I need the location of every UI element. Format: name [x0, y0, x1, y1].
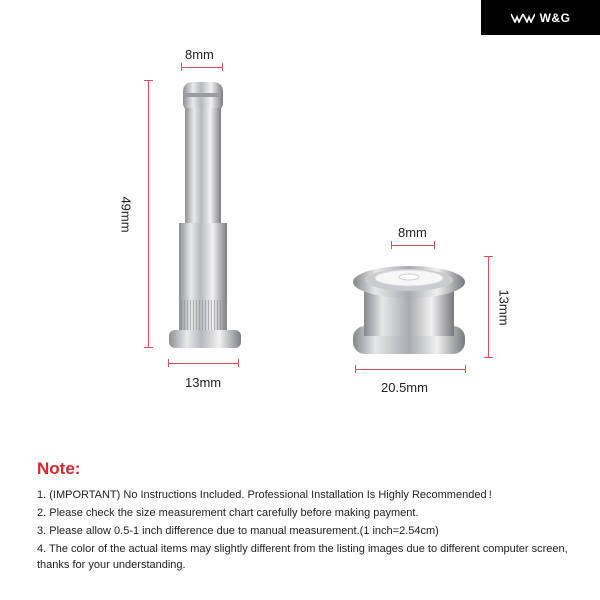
ring-inner-width-label: 8mm	[398, 225, 427, 240]
note-item-4: 4. The color of the actual items may slightly different from the listing images due to different computer screen, thanks for your understanding.	[37, 543, 568, 571]
pin-height-tick-top	[144, 80, 153, 81]
note-title: Note:	[37, 459, 81, 478]
ring-height-tick-top	[484, 256, 493, 257]
pin-base-width-label: 13mm	[185, 375, 222, 390]
pin-height-label: 49mm	[118, 196, 134, 233]
ring-height-tick-bottom	[484, 357, 493, 358]
ring-inner-tick-left	[391, 241, 392, 249]
pin-top-width-line	[181, 67, 223, 68]
pin-base-tick-right	[238, 359, 239, 367]
ring-image	[350, 260, 470, 360]
pin-top-tick-left	[181, 63, 182, 71]
ring-outer-tick-left	[355, 365, 356, 373]
pin-base-width-line	[168, 363, 239, 364]
ring-inner-tick-right	[434, 241, 435, 249]
ring-height-label: 13mm	[496, 289, 512, 326]
note-list	[37, 487, 582, 575]
pin-top-width-label: 8mm	[185, 47, 214, 62]
brand-logo-icon	[511, 13, 535, 23]
brand-badge	[481, 0, 600, 35]
note-item-3: 3. Please allow 0.5-1 inch difference due to manual measurement.(1 inch=2.54cm)	[37, 525, 439, 537]
pin-top-tick-right	[222, 63, 223, 71]
ring-outer-width-line	[355, 369, 466, 370]
pin-image	[165, 78, 250, 358]
ring-height-line	[488, 256, 489, 358]
ring-inner-width-line	[391, 245, 435, 246]
note-item-1: 1. (IMPORTANT) No Instructions Included. Professional Installation Is Highly Recommended !	[37, 489, 492, 501]
note-item-2: 2. Please check the size measurement chart carefully before making payment.	[37, 507, 419, 519]
pin-height-tick-bottom	[144, 347, 153, 348]
pin-height-line	[148, 80, 149, 348]
brand-logo-text: W&G	[539, 10, 571, 25]
ring-outer-width-label: 20.5mm	[381, 380, 428, 395]
pin-base-tick-left	[168, 359, 169, 367]
ring-outer-tick-right	[465, 365, 466, 373]
